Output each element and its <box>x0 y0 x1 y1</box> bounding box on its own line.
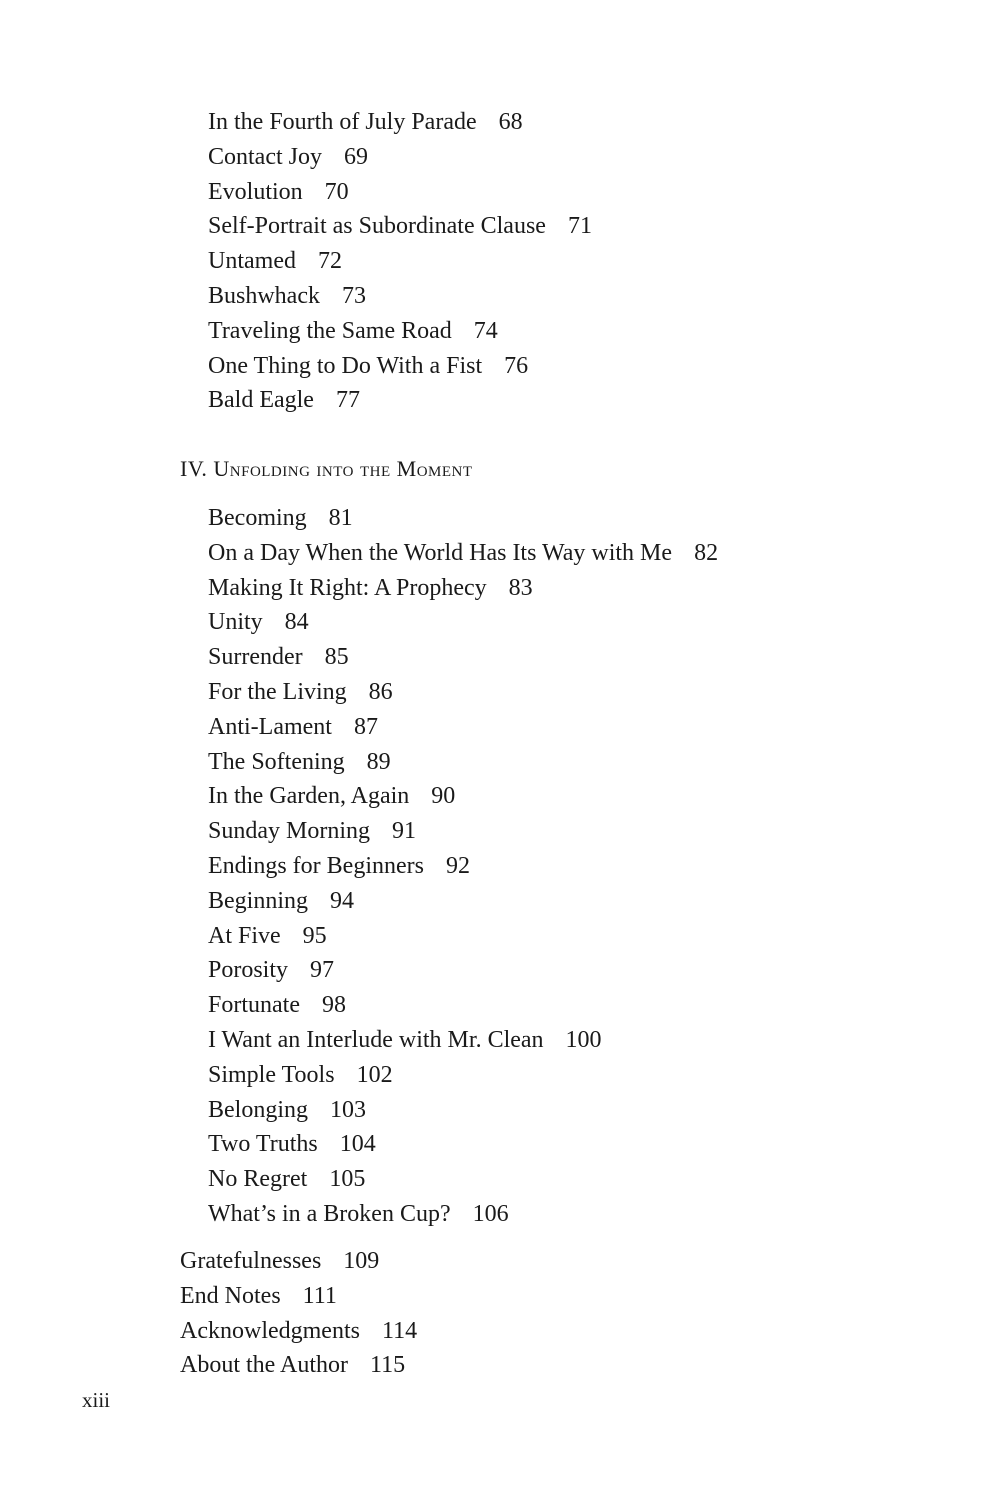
toc-entry <box>208 1162 718 1197</box>
toc-entry <box>208 175 592 210</box>
toc-entry-title: Porosity <box>208 957 289 984</box>
toc-entry-page-number: 97 <box>310 957 335 984</box>
toc-entry <box>208 919 718 954</box>
toc-entry-title: Fortunate <box>208 992 300 1019</box>
toc-entry <box>180 1348 417 1383</box>
toc-entry-page-number: 94 <box>330 887 354 914</box>
toc-entry <box>208 953 718 988</box>
toc-entry-title: Simple Tools <box>208 1061 335 1088</box>
toc-entry-page-number: 92 <box>445 852 470 879</box>
toc-entry-title: The Softening <box>208 748 345 775</box>
toc-entry <box>208 1127 718 1162</box>
toc-entry-page-number: 103 <box>330 1096 366 1123</box>
toc-entry-title: Acknowledgments <box>180 1317 360 1344</box>
toc-entry <box>208 314 592 349</box>
toc-entry-title: Bald Eagle <box>208 387 314 414</box>
toc-entry <box>208 988 718 1023</box>
toc-entry <box>208 244 592 279</box>
toc-entry-page-number: 73 <box>341 282 366 309</box>
toc-entry-title: In the Fourth of July Parade <box>208 109 477 135</box>
toc-entry-page-number: 100 <box>565 1026 602 1053</box>
toc-entry <box>208 849 718 884</box>
toc-entry-title: Endings for Beginners <box>208 852 424 879</box>
toc-entry-page-number: 77 <box>335 387 360 414</box>
toc-entry <box>208 710 718 745</box>
toc-entry <box>208 779 718 814</box>
toc-entry-page-number: 84 <box>284 609 309 636</box>
toc-entry-title: In the Garden, Again <box>208 783 410 810</box>
toc-entry-page-number: 71 <box>567 213 592 240</box>
toc-entry-page-number: 74 <box>473 317 498 344</box>
toc-entry-title: I Want an Interlude with Mr. Clean <box>208 1026 544 1053</box>
toc-entry-title: One Thing to Do With a Fist <box>208 352 483 379</box>
toc-back-matter-list <box>180 1244 417 1383</box>
toc-entry <box>208 640 718 675</box>
toc-entry-title: End Notes <box>180 1282 281 1309</box>
toc-entry <box>180 1244 417 1279</box>
toc-part4-list <box>208 501 718 1232</box>
toc-entry-page-number: 69 <box>344 143 368 170</box>
toc-entry-page-number: 85 <box>324 644 349 671</box>
toc-entry-title: Unity <box>208 609 263 636</box>
toc-entry-page-number: 114 <box>381 1317 418 1344</box>
toc-entry-title: Sunday Morning <box>208 818 370 845</box>
toc-entry-title: Traveling the Same Road <box>208 317 452 344</box>
toc-part3-list <box>208 105 592 418</box>
toc-entry <box>208 1023 718 1058</box>
toc-entry <box>180 1314 417 1349</box>
toc-entry <box>208 1058 718 1093</box>
toc-entry-title: Self-Portrait as Subordinate Clause <box>208 213 546 240</box>
toc-entry-title: Surrender <box>208 644 303 671</box>
toc-entry <box>208 279 592 314</box>
toc-entry-page-number: 76 <box>504 352 529 379</box>
toc-entry-title: What’s in a Broken Cup? <box>208 1200 451 1227</box>
toc-entry-title: Belonging <box>208 1096 308 1123</box>
toc-entry <box>180 1279 417 1314</box>
toc-entry-page-number: 104 <box>339 1131 376 1158</box>
toc-entry-page-number: 89 <box>366 748 391 775</box>
toc-entry <box>208 140 592 175</box>
toc-entry <box>208 571 718 606</box>
toc-entry-title: At Five <box>208 922 281 949</box>
toc-entry-page-number: 82 <box>694 539 719 566</box>
toc-entry-page-number: 111 <box>302 1282 337 1309</box>
toc-entry-page-number: 95 <box>302 922 327 949</box>
toc-entry-page-number: 105 <box>329 1166 366 1193</box>
toc-entry-title: Untamed <box>208 248 296 275</box>
toc-entry-title: Evolution <box>208 178 303 205</box>
toc-entry-page-number: 109 <box>343 1248 380 1274</box>
toc-entry <box>208 383 592 418</box>
toc-entry-page-number: 83 <box>508 574 533 601</box>
toc-entry <box>208 1093 718 1128</box>
toc-entry-title: On a Day When the World Has Its Way with Me <box>208 539 673 566</box>
toc-entry-page-number: 106 <box>472 1200 509 1227</box>
toc-entry-title: Bushwhack <box>208 282 320 309</box>
toc-entry-title: Two Truths <box>208 1131 318 1158</box>
toc-entry-page-number: 72 <box>317 248 342 275</box>
toc-entry <box>208 1197 718 1232</box>
toc-entry-page-number: 115 <box>370 1352 406 1379</box>
toc-entry <box>208 209 592 244</box>
toc-entry-title: About the Author <box>180 1352 348 1379</box>
page-folio: xiii <box>82 1388 111 1412</box>
toc-entry <box>208 745 718 780</box>
toc-entry-page-number: 102 <box>356 1061 393 1088</box>
toc-entry-title: For the Living <box>208 678 347 705</box>
toc-entry-title: Contact Joy <box>208 143 322 170</box>
toc-entry <box>208 349 592 384</box>
toc-entry <box>208 884 718 919</box>
toc-entry <box>208 105 592 140</box>
toc-entry-page-number: 68 <box>498 109 523 135</box>
toc-entry-title: Becoming <box>208 505 307 531</box>
toc-entry-page-number: 91 <box>392 818 416 845</box>
toc-entry-page-number: 81 <box>328 505 353 531</box>
toc-entry-page-number: 70 <box>324 178 349 205</box>
toc-entry <box>208 536 718 571</box>
toc-entry <box>208 675 718 710</box>
toc-entry-title: Making It Right: A Prophecy <box>208 574 487 601</box>
toc-entry <box>208 814 718 849</box>
toc-entry-page-number: 90 <box>431 783 456 810</box>
toc-entry <box>208 501 718 536</box>
toc-entry <box>208 605 718 640</box>
toc-entry-page-number: 98 <box>321 992 346 1019</box>
toc-entry-title: Gratefulnesses <box>180 1248 322 1274</box>
toc-entry-title: Anti-Lament <box>208 713 332 740</box>
toc-entry-title: Beginning <box>208 887 308 914</box>
toc-entry-title: No Regret <box>208 1166 308 1193</box>
section-heading-part4: IV. Unfolding into the Moment <box>180 456 473 481</box>
toc-entry-page-number: 87 <box>353 713 378 740</box>
toc-entry-page-number: 86 <box>368 678 393 705</box>
